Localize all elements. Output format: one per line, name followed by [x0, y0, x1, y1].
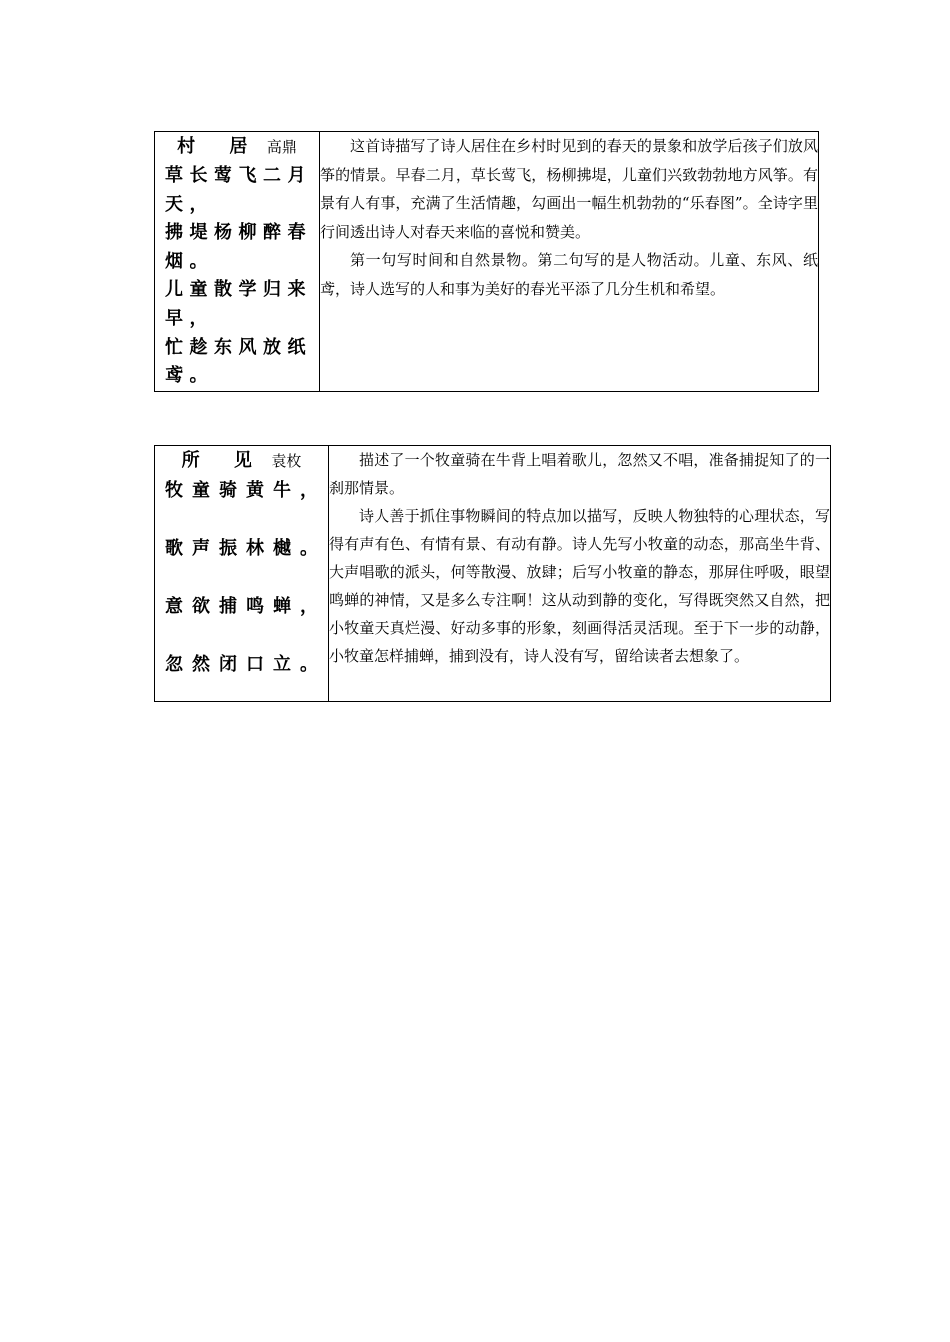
commentary-cell — [329, 446, 831, 702]
poem-line: 儿童散学归来早， — [165, 279, 312, 329]
poem-line: 忽然闭口立。 — [165, 654, 327, 675]
poem-line: 牧童骑黄牛， — [165, 480, 327, 501]
poem-title: 所 见 — [181, 450, 266, 471]
poem-line: 意欲捕鸣蝉， — [165, 596, 327, 617]
poem-title-line — [155, 132, 319, 162]
commentary-paragraph: 描述了一个牧童骑在牛背上唱着歌儿，忽然又不唱，准备捕捉知了的一刹那情景。 — [329, 451, 830, 497]
commentary-paragraph: 第一句写时间和自然景物。第二句写的是人物活动。儿童、东风、纸鸢，诗人选写的人和事为美好的春光平添了几分生机和希望。 — [320, 251, 818, 298]
poem-title-line — [155, 446, 328, 476]
commentary-paragraph: 诗人善于抓住事物瞬间的特点加以描写，反映人物独特的心理状态，写得有声有色、有情有景、有动有静。诗人先写小牧童的动态，那高坐牛背、大声唱歌的派头，何等散漫、放肆；后写小牧童的静态，那屏住呼吸，眼望鸣蝉的神情，又是多么专注啊！这从动到静的变化，写得既突然又自然，把小牧童天真烂漫、好动多事的形象，刻画得活灵活现。至于下一步的动静，小牧童怎样捕蝉，捕到没有，诗人没有写，留给读者去想象了。 — [329, 507, 830, 665]
poem-table-suojian — [154, 445, 831, 702]
poem-title: 村 居 — [177, 136, 262, 157]
commentary-cell — [320, 132, 819, 392]
poem-text-cell — [155, 132, 320, 392]
poem-line: 拂堤杨柳醉春烟。 — [165, 222, 312, 272]
poem-text-cell — [155, 446, 329, 702]
commentary-paragraph: 这首诗描写了诗人居住在乡村时见到的春天的景象和放学后孩子们放风筝的情景。早春二月，草长莺飞，杨柳拂堤，儿童们兴致勃勃地方风筝。有景有人有事，充满了生活情趣，勾画出一幅生机勃勃的“乐春图”。全诗字里行间透出诗人对春天来临的喜悦和赞美。 — [320, 137, 818, 241]
poem-line: 草长莺飞二月天， — [165, 165, 312, 215]
poem-author: 袁枚 — [271, 452, 302, 470]
poem-line: 忙趁东风放纸鸢。 — [165, 336, 312, 387]
poem-line: 歌声振林樾。 — [165, 538, 327, 559]
poem-table-cunju — [154, 131, 819, 392]
poem-author: 高鼎 — [266, 138, 297, 156]
